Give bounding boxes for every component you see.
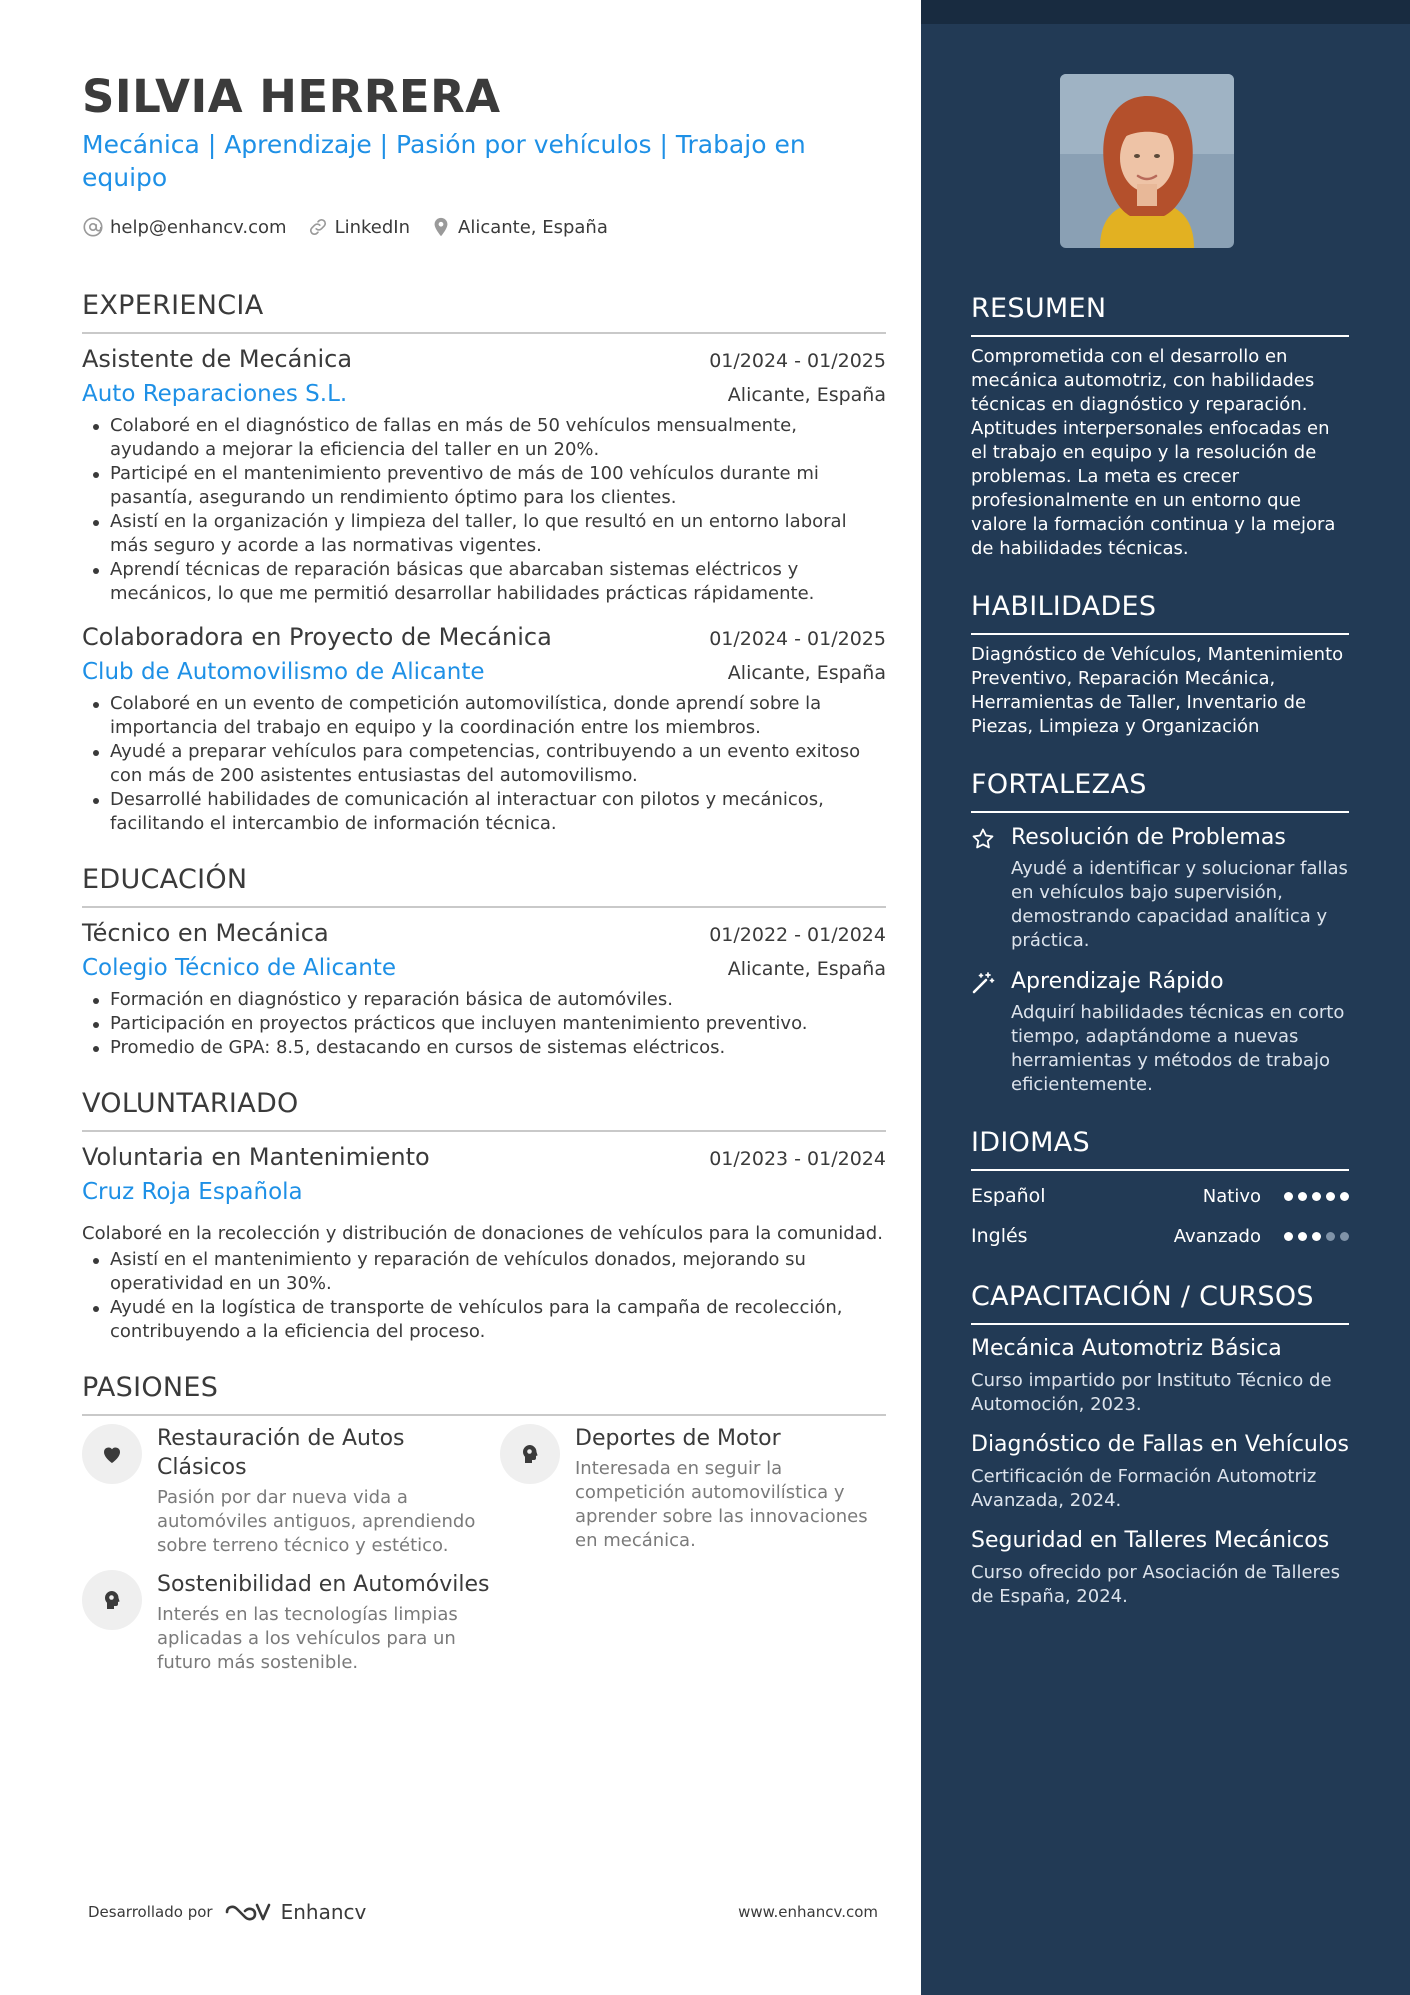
contact-email[interactable] [82,216,287,238]
linkedin-text: LinkedIn [334,216,410,238]
contact-location [430,216,608,238]
languages-section [971,1125,1349,1251]
strength-item [971,967,1349,1097]
job-role: Asistente de Mecánica [82,345,353,373]
location-text: Alicante, España [458,216,608,238]
volunteer-role: Voluntaria en Mantenimiento [82,1143,430,1171]
language-rating [1279,1192,1349,1201]
summary-section [971,291,1349,561]
brand-name: Enhancv [280,1900,367,1924]
education-entry [82,916,886,1060]
rating-dot [1298,1192,1307,1201]
rating-dot [1326,1232,1335,1241]
sidebar-content [971,291,1349,1609]
bullet-item: Aprendí técnicas de reparación básicas que abarcaban sistemas eléctricos y mecánicos, lo que me permitió desarrollar habilidades prácticas rápidamente. [82,558,886,606]
section-title-volunteer: VOLUNTARIADO [82,1086,886,1132]
volunteer-bullets [82,1248,886,1344]
section-title-strengths: FORTALEZAS [971,767,1349,813]
section-title-languages: IDIOMAS [971,1125,1349,1171]
rating-dot [1284,1192,1293,1201]
course-item [971,1335,1349,1417]
job-role: Colaboradora en Proyecto de Mecánica [82,623,552,651]
strength-desc: Ayudé a identificar y solucionar fallas en vehículos bajo supervisión, demostrando capacidad analítica y práctica. [1011,858,1348,951]
strength-item [971,823,1349,953]
job-dates: 01/2024 - 01/2025 [709,628,886,650]
tagline: Mecánica | Aprendizaje | Pasión por vehículos | Trabajo en equipo [82,130,806,192]
course-desc: Certificación de Formación Automotriz Avanzada, 2024. [971,1466,1317,1511]
education-bullets [82,988,886,1060]
head-icon [82,1570,142,1630]
volunteer-org: Cruz Roja Española [82,1179,303,1205]
passion-item [500,1424,886,1558]
job-location: Alicante, España [727,384,886,406]
location-pin-icon [430,216,452,238]
experience-section [82,288,886,836]
passion-desc: Pasión por dar nueva vida a automóviles antiguos, aprendiendo sobre terreno técnico y estético. [157,1487,476,1556]
head-icon [500,1424,560,1484]
enhancv-logo-icon [223,1900,273,1924]
language-level: Avanzado [1173,1225,1261,1247]
job-bullets [82,414,886,606]
at-icon [82,216,104,238]
language-name: Inglés [971,1225,1028,1247]
job-entry [82,620,886,836]
rating-dot [1326,1192,1335,1201]
education-section [82,862,886,1060]
language-rating [1279,1232,1349,1241]
passion-desc: Interés en las tecnologías limpias aplicadas a los vehículos para un futuro más sostenible. [157,1604,458,1673]
school-location: Alicante, España [727,958,886,980]
rating-dot [1340,1192,1349,1201]
degree-title: Técnico en Mecánica [82,919,329,947]
candidate-name: SILVIA HERRERA [82,70,501,123]
job-company: Auto Reparaciones S.L. [82,381,348,407]
passion-title: Restauración de Autos Clásicos [157,1426,405,1480]
bullet-item: Participé en el mantenimiento preventivo de más de 100 vehículos durante mi pasantía, asegurando un rendimiento óptimo para los clientes. [82,462,886,510]
rating-dot [1284,1232,1293,1241]
star-icon [971,827,995,851]
bullet-item: Ayudé a preparar vehículos para competencias, contribuyendo a un evento exitoso con más de 200 asistentes entusiastas del automovilismo. [82,740,886,788]
passion-item [82,1570,500,1675]
rating-dot [1312,1232,1321,1241]
section-title-skills: HABILIDADES [971,589,1349,635]
sidebar [921,0,1410,1995]
bullet-item: Promedio de GPA: 8.5, destacando en cursos de sistemas eléctricos. [82,1036,886,1060]
email-text: help@enhancv.com [110,216,287,238]
contact-bar [82,216,886,238]
bullet-item: Colaboré en un evento de competición automovilística, donde aprendí sobre la importancia del trabajo en equipo y la coordinación entre los miembros. [82,692,886,740]
heart-icon [82,1424,142,1484]
passion-title: Deportes de Motor [575,1426,781,1451]
section-title-courses: CAPACITACIÓN / CURSOS [971,1279,1349,1325]
job-company: Club de Automovilismo de Alicante [82,659,485,685]
school-name: Colegio Técnico de Alicante [82,955,397,981]
volunteer-summary: Colaboré en la recolección y distribución de donaciones de vehículos para la comunidad. [82,1223,883,1244]
volunteer-entry [82,1140,886,1344]
course-title: Mecánica Automotriz Básica [971,1336,1282,1361]
language-level: Nativo [1202,1185,1261,1207]
magic-wand-icon [971,971,995,995]
section-title-passions: PASIONES [82,1370,886,1416]
rating-dot [1340,1232,1349,1241]
passion-item [82,1424,500,1558]
passion-desc: Interesada en seguir la competición automovilística y aprender sobre las innovaciones en mecánica. [575,1458,868,1551]
job-dates: 01/2024 - 01/2025 [709,350,886,372]
course-item [971,1431,1349,1513]
strength-title: Aprendizaje Rápido [1011,969,1224,994]
section-title-experience: EXPERIENCIA [82,288,886,334]
volunteer-section [82,1086,886,1344]
course-desc: Curso ofrecido por Asociación de Talleres de España, 2024. [971,1562,1341,1607]
skills-section [971,589,1349,739]
bullet-item: Formación en diagnóstico y reparación básica de automóviles. [82,988,886,1012]
bullet-item: Asistí en la organización y limpieza del taller, lo que resultó en un entorno laboral más seguro y acorde a las normativas vigentes. [82,510,886,558]
language-row [971,1221,1349,1251]
course-item [971,1527,1349,1609]
contact-linkedin[interactable] [307,216,410,238]
course-title: Diagnóstico de Fallas en Vehículos [971,1432,1349,1457]
job-entry [82,342,886,606]
main-column [82,70,886,1687]
volunteer-dates: 01/2023 - 01/2024 [709,1148,886,1170]
rating-dot [1298,1232,1307,1241]
bullet-item: Participación en proyectos prácticos que incluyen mantenimiento preventivo. [82,1012,886,1036]
section-title-education: EDUCACIÓN [82,862,886,908]
rating-dot [1312,1192,1321,1201]
summary-text: Comprometida con el desarrollo en mecánica automotriz, con habilidades técnicas en diagnóstico y reparación. Aptitudes interpersonales enfocadas en el trabajo en equipo y la resolución de problemas. La meta es crecer profesionalmente en un entorno que valore la formación continua y la mejora de habilidades técnicas. [971,346,1336,559]
strengths-section [971,767,1349,1097]
courses-section [971,1279,1349,1609]
course-title: Seguridad en Talleres Mecánicos [971,1528,1330,1553]
website-link[interactable]: www.enhancv.com [738,1903,878,1921]
strength-desc: Adquirí habilidades técnicas en corto tiempo, adaptándome a nuevas herramientas y métodos de trabajo eficientemente. [1011,1002,1345,1095]
strength-title: Resolución de Problemas [1011,825,1286,850]
language-row [971,1181,1349,1211]
sidebar-top-bar [921,0,1410,24]
footer [88,1900,878,1924]
powered-by-text: Desarrollado por [88,1903,213,1921]
education-dates: 01/2022 - 01/2024 [709,924,886,946]
skills-text: Diagnóstico de Vehículos, Mantenimiento Preventivo, Reparación Mecánica, Herramientas de Taller, Inventario de Piezas, Limpieza y Organización [971,644,1344,737]
course-desc: Curso impartido por Instituto Técnico de Automoción, 2023. [971,1370,1332,1415]
passions-grid [82,1424,886,1687]
bullet-item: Asistí en el mantenimiento y reparación de vehículos donados, mejorando su operatividad en un 30%. [82,1248,886,1296]
profile-photo [1060,74,1234,248]
bullet-item: Ayudé en la logística de transporte de vehículos para la campaña de recolección, contribuyendo a la eficiencia del proceso. [82,1296,886,1344]
bullet-item: Desarrollé habilidades de comunicación al interactuar con pilotos y mecánicos, facilitando el intercambio de información técnica. [82,788,886,836]
language-name: Español [971,1185,1046,1207]
passions-section [82,1370,886,1687]
bullet-item: Colaboré en el diagnóstico de fallas en más de 50 vehículos mensualmente, ayudando a mejorar la eficiencia del taller en un 20%. [82,414,886,462]
passion-title: Sostenibilidad en Automóviles [157,1572,490,1597]
link-icon [307,216,329,238]
job-bullets [82,692,886,836]
section-title-summary: RESUMEN [971,291,1349,337]
job-location: Alicante, España [727,662,886,684]
